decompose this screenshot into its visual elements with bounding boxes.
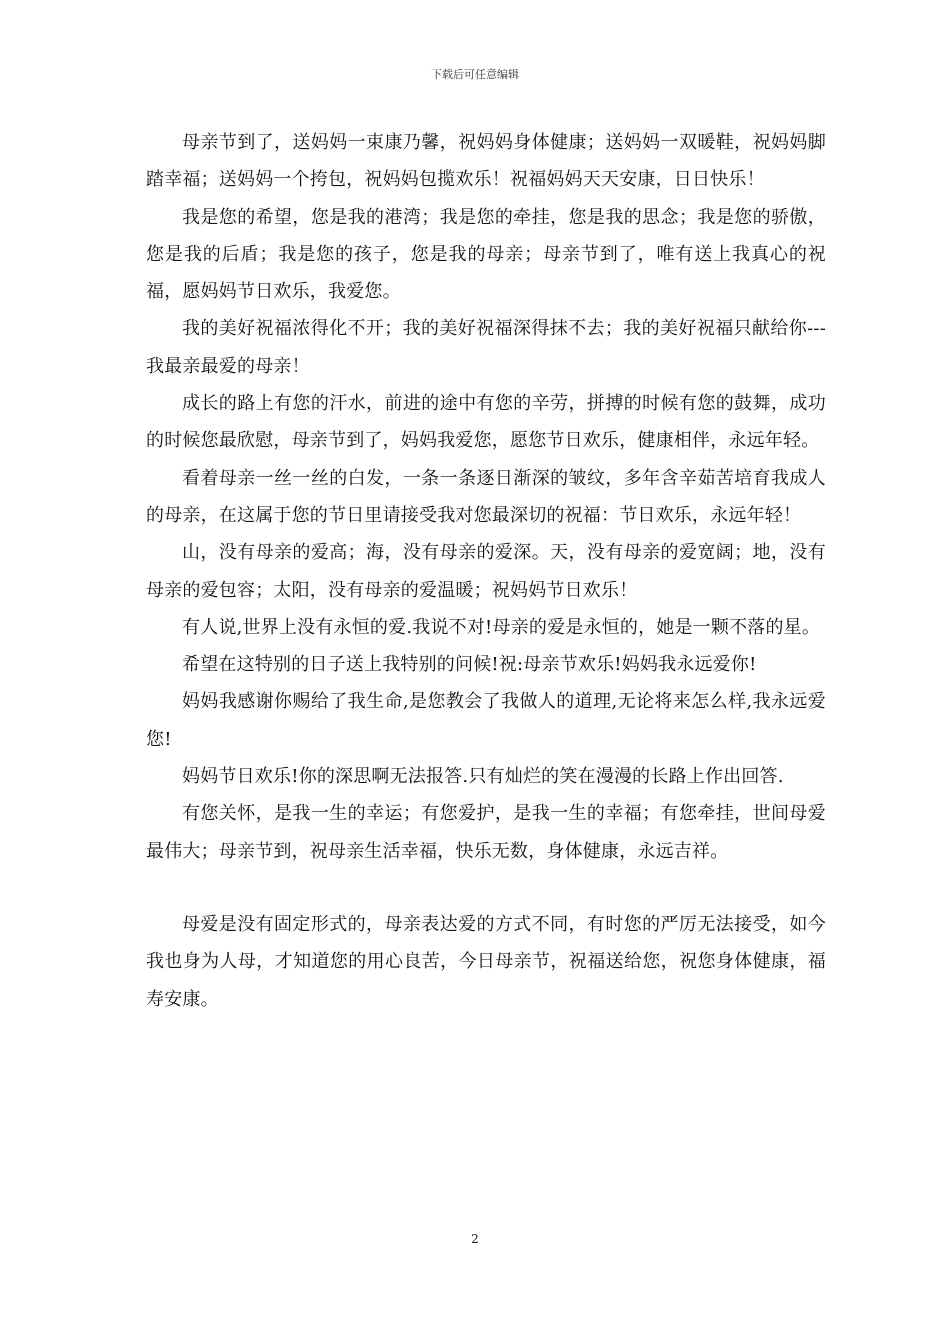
paragraph: 妈妈我感谢你赐给了我生命,是您教会了我做人的道理,无论将来怎么样,我永远爱您! — [146, 691, 826, 750]
page-number: 2 — [471, 1232, 479, 1246]
paragraph: 看着母亲一丝一丝的白发，一条一条逐日渐深的皱纹，多年含辛茹苦培育我成人的母亲，在这属于您的节日里请接受我对您最深切的祝福：节日欢乐，永远年轻！ — [146, 467, 826, 526]
paragraph: 有您关怀，是我一生的幸运；有您爱护，是我一生的幸福；有您牵挂，世间母爱最伟大；母亲节到，祝母亲生活幸福，快乐无数，身体健康，永远吉祥。 — [146, 803, 826, 862]
page-header: 下载后可任意编辑 — [431, 68, 519, 81]
document-body — [146, 124, 826, 1018]
paragraph: 妈妈节日欢乐!你的深思啊无法报答.只有灿烂的笑在漫漫的长路上作出回答. — [182, 766, 784, 788]
paragraph: 成长的路上有您的汗水，前进的途中有您的辛劳，拼搏的时候有您的鼓舞，成功的时候您最欣慰，母亲节到了，妈妈我爱您，愿您节日欢乐，健康相伴，永远年轻。 — [146, 393, 826, 452]
paragraph: 母爱是没有固定形式的，母亲表达爱的方式不同，有时您的严厉无法接受，如今我也身为人母，才知道您的用心良苦，今日母亲节，祝福送给您，祝您身体健康，福寿安康。 — [146, 913, 826, 1010]
paragraph: 我的美好祝福浓得化不开；我的美好祝福深得抹不去；我的美好祝福只献给你---我最亲最爱的母亲！ — [146, 318, 826, 377]
paragraph: 有人说,世界上没有永恒的爱.我说不对!母亲的爱是永恒的，她是一颗不落的星。 — [182, 616, 821, 638]
paragraph: 希望在这特别的日子送上我特别的问候!祝:母亲节欢乐!妈妈我永远爱你! — [182, 654, 757, 676]
paragraph: 山，没有母亲的爱高；海，没有母亲的爱深。天，没有母亲的爱宽阔；地，没有母亲的爱包容；太阳，没有母亲的爱温暖；祝妈妈节日欢乐！ — [146, 542, 826, 601]
paragraph: 母亲节到了，送妈妈一束康乃馨，祝妈妈身体健康；送妈妈一双暖鞋，祝妈妈脚踏幸福；送妈妈一个挎包，祝妈妈包揽欢乐！祝福妈妈天天安康，日日快乐！ — [146, 132, 826, 191]
paragraph: 我是您的希望，您是我的港湾；我是您的牵挂，您是我的思念；我是您的骄傲，您是我的后盾；我是您的孩子，您是我的母亲；母亲节到了，唯有送上我真心的祝福，愿妈妈节日欢乐，我爱您。 — [146, 206, 826, 303]
